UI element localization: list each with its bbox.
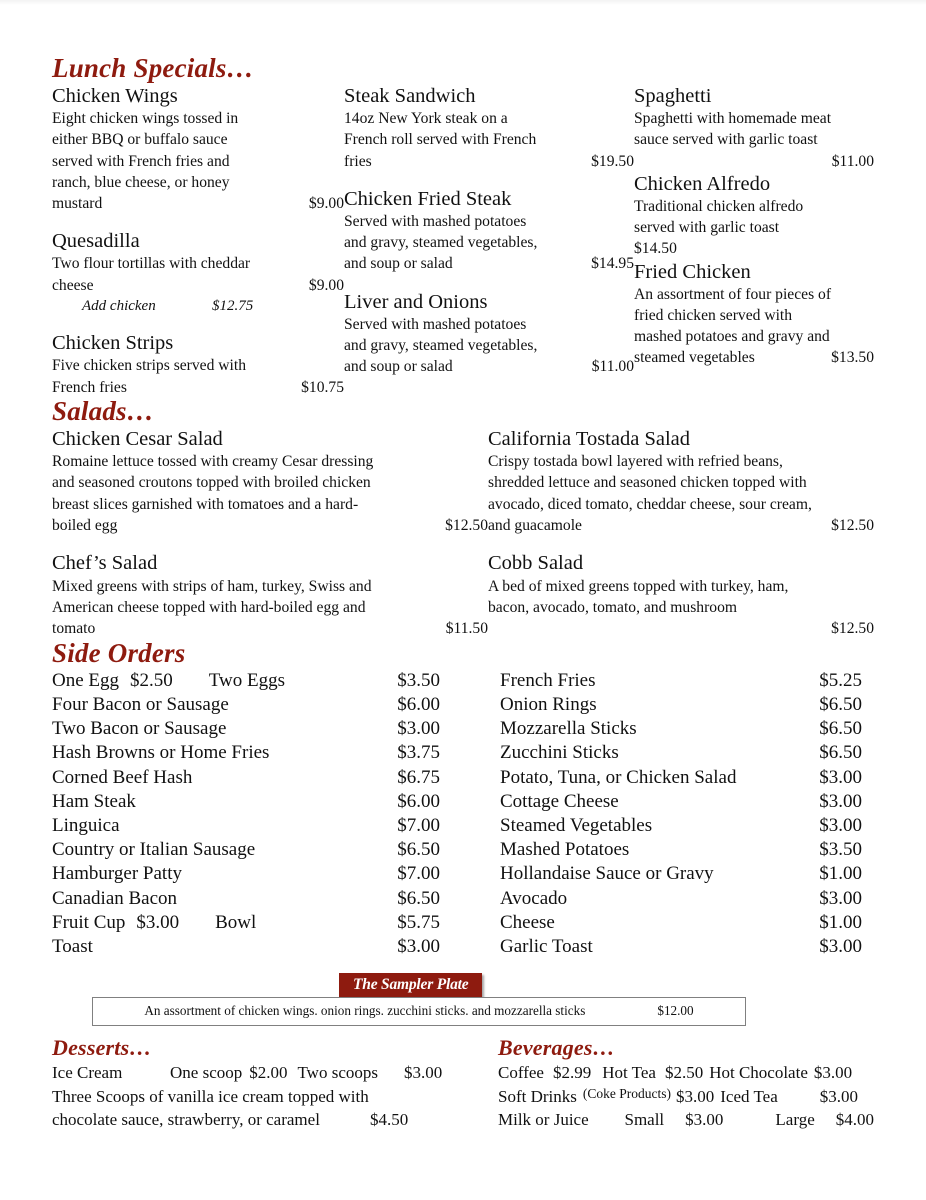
item-price-row [488,515,874,536]
side-order-row [488,741,874,765]
side-order-row [488,717,874,741]
side-order-row [488,814,874,838]
item-description-line: steamed vegetables [634,349,755,367]
item-description-line: sauce served with garlic toast [634,131,818,149]
item-description-line: Romaine lettuce tossed with creamy Cesar dressing [52,452,374,470]
item-addon-row [52,296,344,316]
item-description-line: Eight chicken wings tossed in [52,110,239,128]
side-order-row [488,669,874,693]
item-price: $14.50 [634,240,677,258]
side-order-name-group [52,669,285,693]
item-name: Chicken Cesar Salad [52,427,223,450]
side-order-price: $3.00 [819,936,862,958]
item-price: $11.00 [831,152,874,170]
beverage-hot-tea-label: Hot Tea [602,1063,656,1083]
dessert-price: $4.50 [370,1110,409,1130]
beverage-hot-chocolate-label: Hot Chocolate [709,1063,808,1083]
side-orders-column-1 [52,669,488,960]
item-description-line: fried chicken served with [634,306,793,324]
beverage-row-milk-juice [498,1108,874,1131]
side-order-price: $3.50 [819,839,862,861]
side-order-name: Mashed Potatoes [500,839,630,861]
side-orders-columns [52,669,874,960]
item-description-line: Five chicken strips served with [52,357,247,375]
side-order-row [52,717,488,741]
side-order-price: $6.00 [397,693,440,715]
side-order-name: One Egg [52,669,120,691]
spacer [488,536,874,551]
beverage-row-hot-drinks [498,1061,874,1084]
side-order-name: Cheese [500,911,555,933]
side-order-name: Garlic Toast [500,936,593,958]
item-description-line: either BBQ or buffalo sauce [52,131,228,149]
spacer [52,316,344,331]
dessert-two-scoops-price: $3.00 [404,1063,443,1083]
side-order-price: $6.75 [397,766,440,788]
beverage-row-cold-drinks [498,1085,874,1108]
side-order-row [488,911,874,935]
item-description-line: Mixed greens with strips of ham, turkey, Swiss and [52,577,372,595]
side-order-row [52,887,488,911]
side-order-name: Cottage Cheese [500,790,619,812]
item-price: $9.00 [308,195,344,212]
item-price: $12.50 [831,517,874,535]
side-order-row [52,766,488,790]
dessert-description-text: Three Scoops of vanilla ice cream topped with [52,1086,369,1106]
item-price: $12.50 [831,620,874,638]
side-order-price: $6.50 [397,887,440,909]
item-description-line: boiled egg [52,517,118,535]
side-order-name: Hollandaise Sauce or Gravy [500,863,714,885]
dessert-description-price-row [52,1108,498,1131]
page-top-edge [0,0,926,5]
side-order-price: $6.50 [397,839,440,861]
item-name: Cobb Salad [488,552,584,575]
side-order-price: $3.00 [819,766,862,788]
menu-item-chicken-cesar-salad [52,427,488,537]
side-order-price: $7.00 [397,863,440,885]
menu-item-quesadilla [52,229,344,316]
menu-item-liver-and-onions [344,290,634,378]
item-description-line: and soup or salad [344,358,453,376]
menu-item-chicken-alfredo [634,172,874,260]
side-order-price: $7.00 [397,814,440,836]
item-description-line: and seasoned croutons topped with broiled chicken [52,474,371,492]
side-order-row [488,790,874,814]
salads-columns [52,427,874,640]
item-description-line: American cheese topped with hard-boiled egg and [52,598,366,616]
side-order-price: $3.00 [819,814,862,836]
desserts-column [52,1037,498,1131]
item-description-line: fries [344,152,372,170]
beverage-soft-drinks-price: $3.00 [676,1086,715,1106]
item-description-line: avocado, diced tomato, cheddar cheese, sour cream, [488,495,812,513]
lunch-specials-columns [52,84,874,398]
item-description-line: An assortment of four pieces of [634,285,832,303]
item-description-line: Two flour tortillas with cheddar [52,255,251,273]
side-order-row [52,741,488,765]
item-price-row [52,618,488,639]
item-description-line: bacon, avocado, tomato, and mushroom [488,598,738,616]
item-name: California Tostada Salad [488,427,690,450]
beverages-column [498,1037,874,1131]
menu-content [52,55,874,1132]
side-order-name: Two Bacon or Sausage [52,718,227,740]
side-order-row [52,693,488,717]
item-name: Quesadilla [52,230,140,253]
item-description-line: tomato [52,620,96,638]
addon-label: Add chicken [82,297,156,314]
side-order-price: $1.00 [819,863,862,885]
beverage-coffee-label: Coffee [498,1063,544,1083]
side-order-name: French Fries [500,669,596,691]
beverage-milk-juice-label: Milk or Juice [498,1110,589,1130]
side-order-name: Zucchini Sticks [500,742,619,764]
section-title-desserts: Desserts… [52,1035,152,1061]
section-title-beverages: Beverages… [498,1035,615,1061]
dessert-description-line [52,1085,498,1108]
sampler-plate-price: $12.00 [657,1003,694,1019]
menu-item-cobb-salad [488,551,874,639]
lunch-column-3 [634,84,874,398]
dessert-name: Ice Cream [52,1063,123,1083]
side-order-row [488,693,874,717]
beverage-soft-drinks-note: (Coke Products) [582,1085,671,1101]
beverage-small-label: Small [624,1110,665,1130]
item-price-row [344,356,634,377]
item-price-row [52,515,488,536]
side-order-price: $3.00 [397,936,440,958]
side-order-name: Linguica [52,814,120,836]
beverage-small-price: $3.00 [685,1110,724,1130]
side-order-row [488,766,874,790]
item-name: Chicken Fried Steak [344,187,512,210]
lunch-column-2 [344,84,634,398]
item-description-line: cheese [52,276,94,294]
side-order-row [488,935,874,959]
item-price-row [344,151,634,172]
side-order-alt-label: Bowl [215,911,257,933]
side-order-name: Onion Rings [500,693,597,715]
side-order-name: Canadian Bacon [52,887,178,909]
item-description-line: and gravy, steamed vegetables, [344,336,538,354]
sampler-plate-box [92,997,746,1026]
side-order-price: $6.50 [819,742,862,764]
side-order-row [488,862,874,886]
side-order-name: Country or Italian Sausage [52,839,256,861]
spacer [52,214,344,229]
item-name: Liver and Onions [344,290,488,313]
item-price-row [344,253,634,274]
dessert-one-scoop-label: One scoop [170,1063,243,1083]
item-price: $13.50 [831,349,874,367]
item-description-line: ranch, blue cheese, or honey [52,173,230,191]
item-price: $14.95 [591,255,634,273]
menu-item-chicken-wings [52,84,344,214]
side-order-row [488,887,874,911]
sampler-plate-section [52,973,874,1025]
menu-item-chicken-fried-steak [344,187,634,275]
section-title-lunch-specials: Lunch Specials… [52,53,254,83]
side-order-price: $6.50 [819,718,862,740]
beverage-soft-drinks-label: Soft Drinks [498,1086,577,1106]
side-order-price: $6.00 [397,790,440,812]
side-order-row [52,814,488,838]
item-description-line: shredded lettuce and seasoned chicken topped with [488,474,807,492]
side-order-name: Hash Browns or Home Fries [52,742,270,764]
item-description-line: Served with mashed potatoes [344,315,527,333]
side-order-name: Corned Beef Hash [52,766,193,788]
side-order-row [52,838,488,862]
item-description-line: served with French fries and [52,152,230,170]
item-price-row [634,347,874,368]
item-price: $10.75 [301,378,344,396]
side-order-row [52,790,488,814]
side-order-name: Toast [52,936,93,958]
item-description-line: breast slices garnished with tomatoes and a hard- [52,495,359,513]
item-description-line: French roll served with French [344,131,537,149]
side-order-name: Ham Steak [52,790,136,812]
beverage-hot-tea-price: $2.50 [664,1063,704,1083]
dessert-description-text: chocolate sauce, strawberry, or caramel [52,1110,320,1130]
addon-price: $12.75 [212,297,254,314]
item-description-line: Crispy tostada bowl layered with refried beans, [488,452,783,470]
side-order-price: $5.75 [397,911,440,933]
side-order-price: $5.25 [819,669,862,691]
side-order-row [52,669,488,693]
side-order-name: Hamburger Patty [52,863,182,885]
spacer [344,172,634,187]
item-description-line: 14oz New York steak on a [344,110,508,128]
beverage-hot-chocolate-price: $3.00 [813,1063,853,1083]
item-name: Chicken Alfredo [634,172,771,195]
side-order-price: $3.00 [819,790,862,812]
side-order-name: Mozzarella Sticks [500,718,637,740]
section-title-side-orders: Side Orders [52,637,186,668]
side-order-inline-price: $2.50 [130,669,173,691]
side-order-row [52,862,488,886]
item-description-line: served with garlic toast [634,219,780,237]
side-order-price: $3.75 [397,742,440,764]
item-name: Steak Sandwich [344,85,476,107]
beverage-large-price: $4.00 [835,1110,874,1130]
spacer [344,275,634,290]
beverage-coffee-price: $2.99 [552,1063,592,1083]
lunch-column-1 [52,84,344,398]
item-name: Chicken Wings [52,85,178,107]
side-order-row [52,911,488,935]
item-name: Chef’s Salad [52,552,158,575]
side-orders-column-2 [488,669,874,960]
side-order-name: Fruit Cup [52,911,126,933]
item-description-line: mashed potatoes and gravy and [634,328,830,346]
menu-item-spaghetti [634,84,874,172]
item-price: $9.00 [308,276,344,294]
sampler-plate-description: An assortment of chicken wings. onion rings. zucchini sticks. and mozzarella sticks [144,1003,586,1019]
section-title-salads: Salads… [52,395,154,426]
item-description-line: A bed of mixed greens topped with turkey, ham, [488,577,789,595]
item-description-line: Spaghetti with homemade meat [634,110,832,128]
side-order-price: $1.00 [819,911,862,933]
item-price: $12.50 [445,517,488,535]
bottom-columns [52,1037,874,1131]
item-description-line: French fries [52,378,127,396]
item-price: $11.00 [591,358,634,376]
menu-item-california-tostada-salad [488,427,874,537]
side-order-price: $3.00 [819,887,862,909]
beverage-iced-tea-price: $3.00 [819,1086,858,1106]
item-description-line: and gravy, steamed vegetables, [344,234,538,252]
item-price: $19.50 [591,152,634,170]
menu-item-fried-chicken [634,260,874,369]
item-price-row [52,193,344,214]
side-order-name: Avocado [500,887,568,909]
side-order-name: Steamed Vegetables [500,814,653,836]
menu-item-chefs-salad [52,551,488,639]
beverage-large-label: Large [775,1110,815,1130]
item-description-line: Served with mashed potatoes [344,212,527,230]
dessert-two-scoops-label: Two scoops [297,1063,378,1083]
salads-column-2 [488,427,874,640]
side-order-name: Four Bacon or Sausage [52,693,229,715]
spacer [52,536,488,551]
item-description-line: and soup or salad [344,255,453,273]
dessert-row-ice-cream [52,1061,498,1084]
item-price-row [52,275,344,296]
side-order-name-group [52,911,256,935]
item-description-line: Traditional chicken alfredo [634,197,804,215]
item-description-line: mustard [52,195,103,212]
beverage-iced-tea-label: Iced Tea [720,1086,778,1106]
item-name: Spaghetti [634,85,712,107]
side-order-price: $3.50 [397,669,440,691]
item-name: Fried Chicken [634,260,751,283]
menu-item-chicken-strips [52,331,344,398]
side-order-name: Potato, Tuna, or Chicken Salad [500,766,737,788]
item-price: $11.50 [445,620,488,638]
item-description-line: and guacamole [488,517,582,535]
side-order-row [488,838,874,862]
side-order-inline-price: $3.00 [136,911,180,933]
dessert-one-scoop-price: $2.00 [249,1063,288,1083]
side-order-price: $3.00 [397,718,440,740]
side-order-alt-label: Two Eggs [208,669,286,691]
side-order-row [52,935,488,959]
item-name: Chicken Strips [52,332,174,355]
side-order-price: $6.50 [819,693,862,715]
menu-item-steak-sandwich [344,84,634,172]
sampler-plate-banner: The Sampler Plate [339,973,482,998]
salads-column-1 [52,427,488,640]
item-price-row [52,377,344,398]
